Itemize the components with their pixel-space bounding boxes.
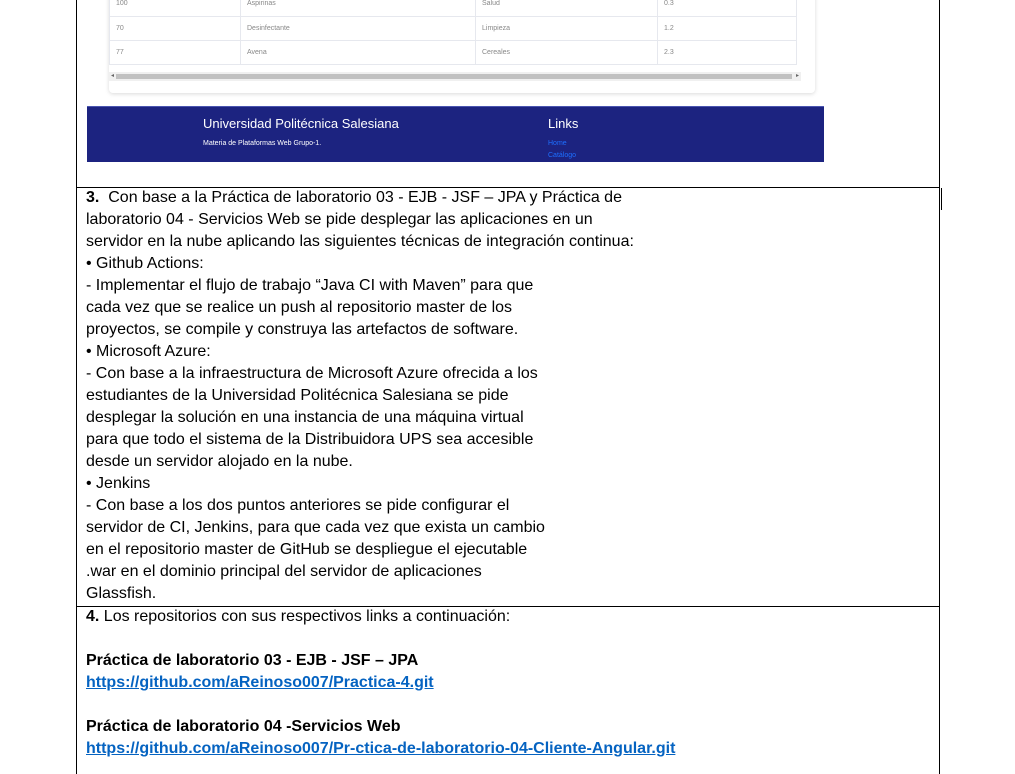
table-border-left: [76, 0, 77, 774]
scroll-right-icon[interactable]: ▸: [795, 73, 799, 79]
repo-link[interactable]: https://github.com/aReinoso007/Practica-4.git: [86, 674, 434, 691]
section-4: [86, 606, 675, 760]
footer-link-home[interactable]: Home: [548, 140, 567, 147]
embedded-screenshot: [87, 0, 824, 161]
text-line: estudiantes de la Universidad Politécnica Salesiana se pide: [86, 387, 509, 404]
cell: Limpieza: [476, 17, 658, 41]
scroll-left-icon[interactable]: ◂: [111, 73, 115, 79]
table-row: [110, 0, 797, 17]
cell: 70: [110, 17, 241, 41]
repo-link[interactable]: https://github.com/aReinoso007/Pr-ctica-de-laboratorio-04-Cliente-Angular.git: [86, 740, 676, 757]
section-number: 3.: [86, 189, 100, 206]
text-line: cada vez que se realice un push al repositorio master de los: [86, 299, 513, 316]
products-table: [109, 0, 797, 65]
footer-subtitle: Materia de Plataformas Web Grupo-1.: [203, 140, 322, 147]
table-border-right: [939, 0, 940, 774]
text-line: Los repositorios con sus respectivos links a continuación:: [103, 608, 511, 625]
table-row: [110, 17, 797, 41]
text-line: - Implementar el flujo de trabajo “Java CI with Maven” para que: [86, 277, 534, 294]
text-line: Con base a la Práctica de laboratorio 03 - EJB - JSF – JPA y Práctica de: [108, 189, 622, 206]
repo-title: Práctica de laboratorio 03 - EJB - JSF – JPA: [86, 652, 419, 669]
text-line: - Con base a la infraestructura de Microsoft Azure ofrecida a los: [86, 365, 538, 382]
cell: Desinfectante: [241, 17, 476, 41]
cell: Aspirinas: [241, 0, 476, 17]
text-line: Glassfish.: [86, 585, 157, 602]
site-footer: [87, 106, 824, 162]
footer-links-title: Links: [548, 116, 579, 131]
cell: Salud: [476, 0, 658, 17]
cell: 1.2: [658, 17, 797, 41]
horizontal-scrollbar[interactable]: [109, 72, 801, 81]
text-line: - Con base a los dos puntos anteriores se pide configurar el: [86, 497, 510, 514]
cell: 0.3: [658, 0, 797, 17]
repo-title: Práctica de laboratorio 04 -Servicios Web: [86, 718, 401, 735]
text-line: .war en el dominio principal del servidor de aplicaciones: [86, 563, 482, 580]
text-line: desplegar la solución en una instancia de una máquina virtual: [86, 409, 524, 426]
text-line: laboratorio 04 - Servicios Web se pide desplegar las aplicaciones en un: [86, 211, 593, 228]
cell: Cereales: [476, 41, 658, 65]
products-card: [109, 0, 815, 93]
text-line: servidor de CI, Jenkins, para que cada vez que exista un cambio: [86, 519, 545, 536]
text-line: • Microsoft Azure:: [86, 343, 211, 360]
text-line: • Github Actions:: [86, 255, 204, 272]
text-line: en el repositorio master de GitHub se despliegue el ejecutable: [86, 541, 528, 558]
text-line: para que todo el sistema de la Distribuidora UPS sea accesible: [86, 431, 534, 448]
footer-link-catalogo[interactable]: Catálogo: [548, 152, 577, 159]
text-line: servidor en la nube aplicando las siguientes técnicas de integración continua:: [86, 233, 634, 250]
section-3: [86, 187, 634, 605]
cell: 77: [110, 41, 241, 65]
text-cursor: [941, 188, 942, 210]
text-line: • Jenkins: [86, 475, 151, 492]
cell: 2.3: [658, 41, 797, 65]
text-line: proyectos, se compile y construya las artefactos de software.: [86, 321, 519, 338]
table-row: [110, 41, 797, 65]
cell: Avena: [241, 41, 476, 65]
cell: 100: [110, 0, 241, 17]
section-number: 4.: [86, 608, 100, 625]
text-line: desde un servidor alojado en la nube.: [86, 453, 353, 470]
footer-title: Universidad Politécnica Salesiana: [203, 116, 399, 131]
scrollbar-thumb[interactable]: [116, 74, 792, 79]
